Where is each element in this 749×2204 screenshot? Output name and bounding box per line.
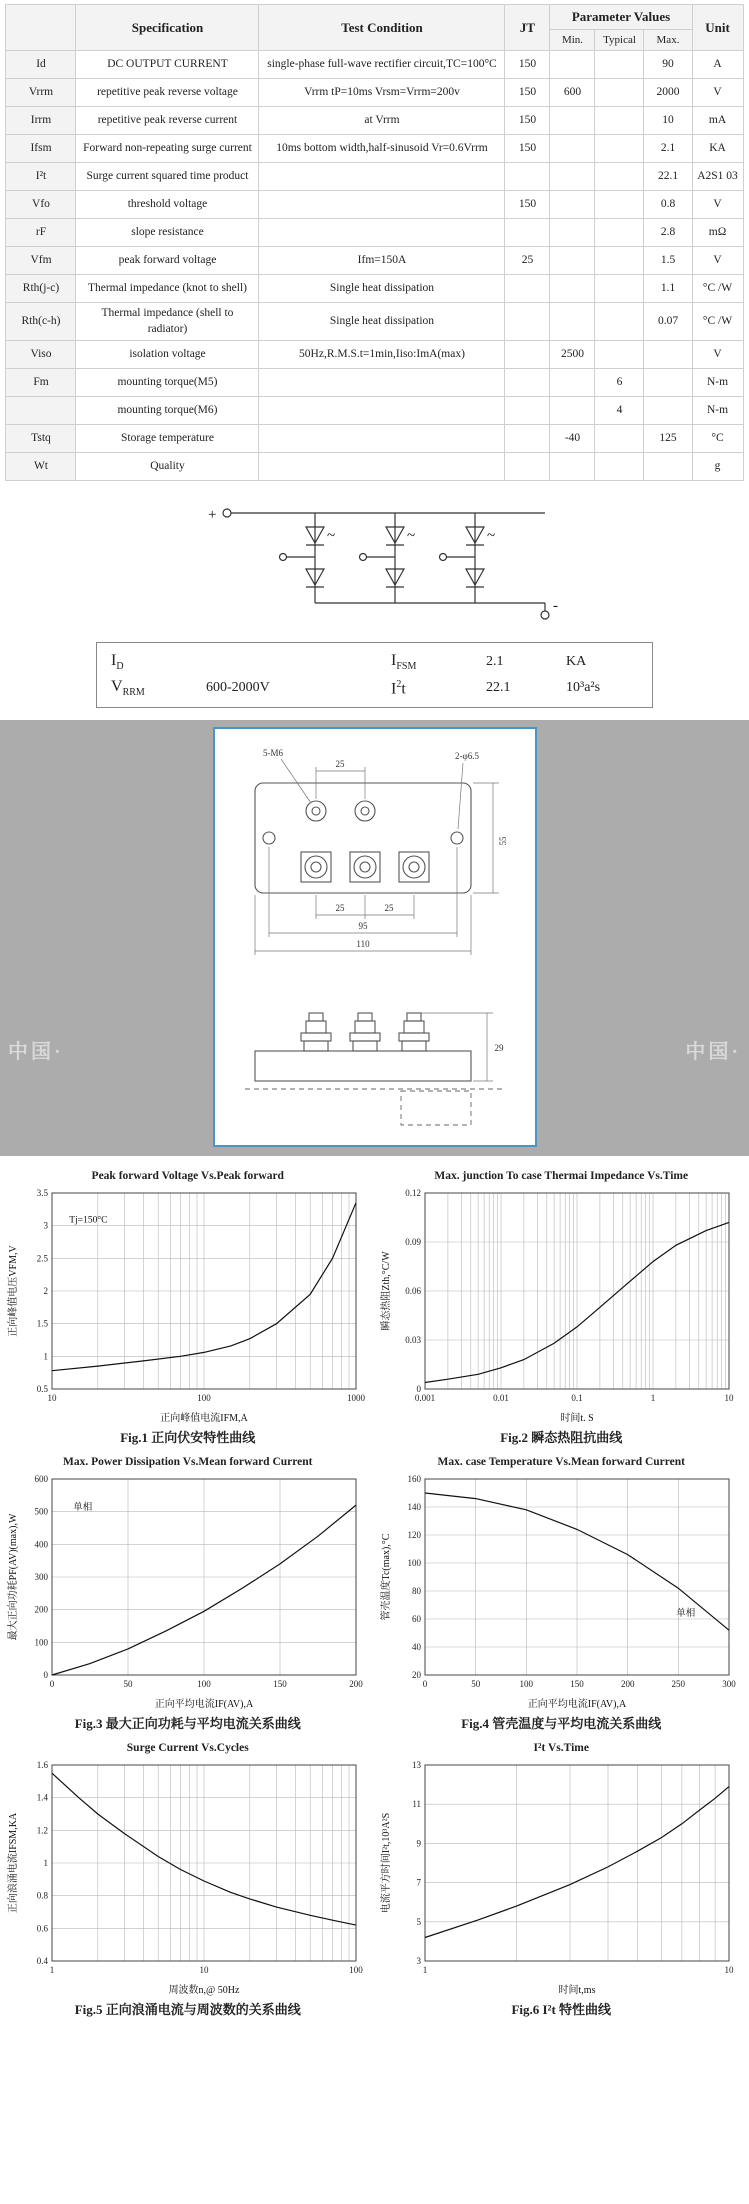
spec-cell-min <box>550 369 595 397</box>
svg-text:400: 400 <box>34 1539 48 1550</box>
spec-cell-max: 0.8 <box>644 191 692 219</box>
spec-cell-min <box>550 191 595 219</box>
spec-cell-spec: repetitive peak reverse voltage <box>76 79 259 107</box>
svg-text:0.6: 0.6 <box>36 1923 48 1934</box>
svg-text:2.5: 2.5 <box>36 1253 48 1264</box>
chart-caption: Fig.2 瞬态热阻抗曲线 <box>500 1430 623 1446</box>
spec-cell-jt <box>505 397 550 425</box>
spec-cell-min <box>550 219 595 247</box>
svg-text:1000: 1000 <box>346 1393 365 1404</box>
svg-text:时间t,ms: 时间t,ms <box>558 1985 596 1997</box>
spec-row <box>6 79 743 107</box>
spec-header-jt: JT <box>505 5 550 51</box>
svg-text:瞬态热阻Zth,°C/W: 瞬态热阻Zth,°C/W <box>381 1251 393 1332</box>
chart-fig3-plot <box>6 1469 370 1711</box>
dim-holes-label: 2-φ6.5 <box>454 751 479 762</box>
spec-cell-max: 2000 <box>644 79 692 107</box>
spec-cell-jt: 150 <box>505 51 550 79</box>
spec-cell-cond: Vrrm tP=10ms Vrsm=Vrrm=200v <box>259 79 505 107</box>
svg-text:3: 3 <box>43 1221 48 1232</box>
spec-cell-cond <box>259 163 505 191</box>
spec-cell-spec: Storage temperature <box>76 425 259 453</box>
summary-vrrm-value: 600-2000V <box>206 680 270 696</box>
svg-text:0.4: 0.4 <box>36 1956 48 1967</box>
spec-cell-sym: Wt <box>6 453 76 481</box>
svg-text:50: 50 <box>123 1679 133 1690</box>
spec-cell-cond: at Vrrm <box>259 107 505 135</box>
spec-cell-max: 125 <box>644 425 692 453</box>
svg-text:150: 150 <box>570 1679 584 1690</box>
spec-table <box>5 4 743 481</box>
spec-cell-unit: V <box>692 247 743 275</box>
svg-text:200: 200 <box>349 1679 363 1690</box>
spec-cell-spec: isolation voltage <box>76 341 259 369</box>
spec-cell-typ <box>595 51 644 79</box>
spec-cell-max: 1.1 <box>644 275 692 303</box>
svg-text:100: 100 <box>34 1637 48 1648</box>
outline-drawing-panel <box>213 727 537 1147</box>
chart-title: Peak forward Voltage Vs.Peak forward <box>91 1170 284 1183</box>
svg-text:1: 1 <box>43 1351 48 1362</box>
spec-cell-jt: 150 <box>505 79 550 107</box>
figure-5 <box>4 1742 372 2018</box>
chart-caption: Fig.6 I²t 特性曲线 <box>511 2002 612 2018</box>
spec-row <box>6 163 743 191</box>
spec-cell-min <box>550 51 595 79</box>
spec-cell-jt: 150 <box>505 135 550 163</box>
spec-cell-sym: Vfm <box>6 247 76 275</box>
spec-cell-spec: mounting torque(M6) <box>76 397 259 425</box>
svg-text:单相: 单相 <box>676 1609 696 1620</box>
spec-cell-unit: °C <box>692 425 743 453</box>
spec-row <box>6 191 743 219</box>
spec-cell-typ <box>595 219 644 247</box>
svg-text:0.1: 0.1 <box>571 1393 583 1404</box>
spec-cell-max: 0.07 <box>644 303 692 341</box>
spec-cell-unit: KA <box>692 135 743 163</box>
spec-cell-typ <box>595 247 644 275</box>
svg-text:160: 160 <box>407 1474 422 1485</box>
charts-grid <box>4 1170 745 2018</box>
spec-cell-max: 90 <box>644 51 692 79</box>
spec-cell-sym: Fm <box>6 369 76 397</box>
spec-cell-max: 2.1 <box>644 135 692 163</box>
dim-29-label: 29 <box>494 1043 503 1054</box>
spec-cell-spec: slope resistance <box>76 219 259 247</box>
spec-cell-jt <box>505 341 550 369</box>
dim-95-label: 95 <box>358 921 367 932</box>
spec-cell-spec: Quality <box>76 453 259 481</box>
svg-text:1.4: 1.4 <box>36 1793 48 1804</box>
svg-text:0.03: 0.03 <box>405 1335 422 1346</box>
spec-cell-max <box>644 453 692 481</box>
ac-symbol-2: ~ <box>406 528 415 545</box>
bridge-rectifier-schematic <box>65 495 685 627</box>
spec-cell-cond: Single heat dissipation <box>259 303 505 341</box>
spec-cell-sym: Rth(j-c) <box>6 275 76 303</box>
spec-cell-jt <box>505 303 550 341</box>
figure-3 <box>4 1456 372 1732</box>
spec-cell-cond <box>259 397 505 425</box>
spec-header-specification: Specification <box>76 5 259 51</box>
svg-text:3.5: 3.5 <box>36 1188 48 1199</box>
svg-text:200: 200 <box>621 1679 635 1690</box>
summary-id-label: $I_D$ <box>111 652 124 673</box>
figure-6 <box>378 1742 746 2018</box>
svg-text:电流平方时间I²t,10³A²S: 电流平方时间I²t,10³A²S <box>381 1813 393 1914</box>
ratings-summary-box <box>96 642 653 708</box>
spec-cell-min: 600 <box>550 79 595 107</box>
spec-cell-unit: A2S1 03 <box>692 163 743 191</box>
svg-text:10: 10 <box>47 1393 57 1404</box>
spec-cell-sym: Ifsm <box>6 135 76 163</box>
summary-row-1 <box>111 649 638 675</box>
spec-header-max: Max. <box>644 29 692 51</box>
svg-text:60: 60 <box>412 1614 422 1625</box>
spec-cell-typ: 4 <box>595 397 644 425</box>
spec-cell-sym: Vrrm <box>6 79 76 107</box>
spec-row <box>6 303 743 341</box>
chart-caption: Fig.1 正向伏安特性曲线 <box>120 1430 256 1446</box>
spec-cell-jt <box>505 275 550 303</box>
svg-text:0.06: 0.06 <box>405 1286 422 1297</box>
spec-row <box>6 219 743 247</box>
chart-caption: Fig.3 最大正向功耗与平均电流关系曲线 <box>74 1716 301 1732</box>
dim-5m6-label: 5-M6 <box>262 748 283 759</box>
spec-cell-sym <box>6 397 76 425</box>
spec-cell-typ <box>595 275 644 303</box>
minus-terminal-label: - <box>552 598 558 615</box>
spec-cell-min <box>550 275 595 303</box>
spec-cell-min <box>550 247 595 275</box>
chart-title: I²t Vs.Time <box>533 1742 589 1755</box>
svg-text:200: 200 <box>34 1605 48 1616</box>
svg-text:0.5: 0.5 <box>36 1384 48 1395</box>
spec-cell-min: -40 <box>550 425 595 453</box>
svg-text:100: 100 <box>407 1558 422 1569</box>
dim-55-label: 55 <box>497 836 508 846</box>
spec-cell-typ <box>595 191 644 219</box>
spec-cell-typ <box>595 303 644 341</box>
watermark-text: 中国· <box>685 1041 741 1064</box>
spec-cell-cond: 10ms bottom width,half-sinusoid Vr=0.6Vrrm <box>259 135 505 163</box>
svg-text:1.2: 1.2 <box>36 1825 48 1836</box>
svg-text:最大正向功耗PF(AV)(max),W: 最大正向功耗PF(AV)(max),W <box>7 1514 19 1641</box>
svg-text:0: 0 <box>43 1670 48 1681</box>
spec-cell-cond <box>259 191 505 219</box>
spec-cell-unit: V <box>692 79 743 107</box>
spec-cell-cond <box>259 369 505 397</box>
summary-ifsm-label: $I_{FSM}$ <box>391 652 417 673</box>
spec-cell-spec: Thermal impedance (knot to shell) <box>76 275 259 303</box>
summary-i2t-unit: 10³a²s <box>566 680 601 696</box>
spec-cell-unit: °C /W <box>692 275 743 303</box>
svg-text:150: 150 <box>273 1679 287 1690</box>
svg-text:10: 10 <box>199 1965 209 1976</box>
spec-cell-max: 10 <box>644 107 692 135</box>
svg-text:0: 0 <box>416 1384 422 1395</box>
svg-text:1: 1 <box>43 1858 48 1869</box>
svg-text:100: 100 <box>349 1965 363 1976</box>
spec-cell-typ: 6 <box>595 369 644 397</box>
spec-cell-cond: Single heat dissipation <box>259 275 505 303</box>
spec-cell-sym: Viso <box>6 341 76 369</box>
svg-text:13: 13 <box>412 1760 422 1771</box>
chart-caption: Fig.4 管壳温度与平均电流关系曲线 <box>461 1716 662 1732</box>
svg-text:Tj=150°C: Tj=150°C <box>69 1215 108 1226</box>
spec-cell-cond: Ifm=150A <box>259 247 505 275</box>
spec-cell-unit: N-m <box>692 397 743 425</box>
spec-cell-min <box>550 163 595 191</box>
spec-cell-sym: I²t <box>6 163 76 191</box>
svg-text:正向峰值电流IFM,A: 正向峰值电流IFM,A <box>159 1413 248 1425</box>
chart-fig5-plot <box>6 1755 370 1997</box>
chart-title: Max. Power Dissipation Vs.Mean forward Current <box>63 1456 313 1469</box>
spec-cell-sym: Id <box>6 51 76 79</box>
spec-cell-min <box>550 397 595 425</box>
svg-text:600: 600 <box>34 1474 48 1485</box>
svg-text:0: 0 <box>423 1679 428 1690</box>
plus-terminal-label: + <box>207 507 216 524</box>
svg-text:5: 5 <box>416 1917 422 1928</box>
spec-cell-typ <box>595 135 644 163</box>
spec-cell-spec: DC OUTPUT CURRENT <box>76 51 259 79</box>
svg-text:20: 20 <box>412 1670 422 1681</box>
dim-25-top-label: 25 <box>335 759 344 770</box>
summary-ifsm-unit: KA <box>566 654 587 670</box>
spec-cell-cond: single-phase full-wave rectifier circuit,TC=100°C <box>259 51 505 79</box>
spec-cell-sym: Irrm <box>6 107 76 135</box>
spec-cell-spec: Surge current squared time product <box>76 163 259 191</box>
spec-cell-max: 22.1 <box>644 163 692 191</box>
chart-fig6-plot <box>379 1755 743 1997</box>
spec-row <box>6 341 743 369</box>
spec-cell-cond: 50Hz,R.M.S.t=1min,Iiso:ImA(max) <box>259 341 505 369</box>
svg-text:300: 300 <box>722 1679 736 1690</box>
spec-cell-jt: 25 <box>505 247 550 275</box>
spec-cell-jt: 150 <box>505 191 550 219</box>
spec-header-min: Min. <box>550 29 595 51</box>
spec-row <box>6 247 743 275</box>
svg-text:周波数n,@ 50Hz: 周波数n,@ 50Hz <box>168 1985 240 1997</box>
svg-text:140: 140 <box>407 1502 422 1513</box>
svg-text:500: 500 <box>34 1507 48 1518</box>
spec-row <box>6 397 743 425</box>
svg-text:2: 2 <box>43 1286 48 1297</box>
spec-cell-max <box>644 397 692 425</box>
spec-cell-unit: °C /W <box>692 303 743 341</box>
spec-cell-spec: Thermal impedance (shell to radiator) <box>76 303 259 341</box>
ac-symbol-3: ~ <box>486 528 495 545</box>
spec-table-body <box>6 51 743 481</box>
svg-text:100: 100 <box>197 1679 211 1690</box>
spec-cell-spec: repetitive peak reverse current <box>76 107 259 135</box>
chart-title: Max. case Temperature Vs.Mean forward Current <box>437 1456 686 1469</box>
chart-title: Surge Current Vs.Cycles <box>126 1742 249 1755</box>
spec-cell-unit: V <box>692 191 743 219</box>
summary-i2t-label: $I^2t$ <box>391 678 406 698</box>
spec-cell-typ <box>595 425 644 453</box>
spec-row <box>6 275 743 303</box>
spec-cell-unit: g <box>692 453 743 481</box>
spec-cell-max: 2.8 <box>644 219 692 247</box>
summary-ifsm-value: 2.1 <box>486 654 504 670</box>
dim-110-label: 110 <box>355 939 370 950</box>
svg-text:0.01: 0.01 <box>493 1393 510 1404</box>
spec-cell-cond <box>259 219 505 247</box>
svg-text:时间t. S: 时间t. S <box>560 1413 594 1425</box>
svg-text:正向浪涌电流IFSM,KA: 正向浪涌电流IFSM,KA <box>7 1813 19 1914</box>
svg-text:0: 0 <box>49 1679 54 1690</box>
svg-text:管壳温度Tc(max),°C: 管壳温度Tc(max),°C <box>381 1533 393 1621</box>
svg-text:0.12: 0.12 <box>405 1188 422 1199</box>
svg-text:7: 7 <box>416 1878 422 1889</box>
spec-cell-unit: V <box>692 341 743 369</box>
svg-text:1: 1 <box>49 1965 54 1976</box>
spec-cell-typ <box>595 79 644 107</box>
summary-vrrm-label: $V_{RRM}$ <box>111 678 145 699</box>
spec-cell-sym: Rth(c-h) <box>6 303 76 341</box>
svg-text:100: 100 <box>197 1393 211 1404</box>
spec-cell-spec: threshold voltage <box>76 191 259 219</box>
svg-text:1.5: 1.5 <box>36 1319 48 1330</box>
watermark-text: 中国· <box>8 1041 64 1064</box>
svg-text:正向峰值电压VFM,V: 正向峰值电压VFM,V <box>7 1245 19 1338</box>
spec-cell-jt <box>505 219 550 247</box>
spec-row <box>6 107 743 135</box>
dim-25b-label: 25 <box>384 903 393 914</box>
svg-text:100: 100 <box>519 1679 534 1690</box>
spec-cell-typ <box>595 453 644 481</box>
svg-text:3: 3 <box>416 1956 422 1967</box>
spec-cell-jt <box>505 425 550 453</box>
spec-row <box>6 51 743 79</box>
figure-1 <box>4 1170 372 1446</box>
svg-text:50: 50 <box>471 1679 481 1690</box>
spec-row <box>6 369 743 397</box>
spec-cell-spec: mounting torque(M5) <box>76 369 259 397</box>
ac-symbol-1: ~ <box>326 528 335 545</box>
spec-cell-min: 2500 <box>550 341 595 369</box>
spec-header-test-condition: Test Condition <box>259 5 505 51</box>
svg-text:80: 80 <box>412 1586 422 1597</box>
figure-2 <box>378 1170 746 1446</box>
spec-cell-typ <box>595 341 644 369</box>
spec-cell-jt: 150 <box>505 107 550 135</box>
spec-cell-sym: rF <box>6 219 76 247</box>
spec-cell-max: 1.5 <box>644 247 692 275</box>
spec-cell-min <box>550 453 595 481</box>
svg-text:1: 1 <box>423 1965 428 1976</box>
spec-cell-max <box>644 369 692 397</box>
svg-text:正向平均电流IF(AV),A: 正向平均电流IF(AV),A <box>154 1699 253 1711</box>
chart-caption: Fig.5 正向浪涌电流与周波数的关系曲线 <box>74 2002 301 2018</box>
package-outline-drawing <box>215 729 535 1143</box>
spec-cell-typ <box>595 163 644 191</box>
svg-text:正向平均电流IF(AV),A: 正向平均电流IF(AV),A <box>528 1699 627 1711</box>
summary-row-2 <box>111 675 638 701</box>
spec-cell-jt <box>505 453 550 481</box>
spec-header-symbol <box>6 5 76 51</box>
spec-row <box>6 453 743 481</box>
spec-cell-jt <box>505 163 550 191</box>
spec-cell-unit: mΩ <box>692 219 743 247</box>
svg-text:10: 10 <box>724 1393 734 1404</box>
svg-text:120: 120 <box>407 1530 422 1541</box>
svg-text:9: 9 <box>416 1838 422 1849</box>
chart-title: Max. junction To case Thermai Impedance Vs.Time <box>434 1170 689 1183</box>
spec-cell-cond <box>259 453 505 481</box>
spec-header-parameter-values: Parameter Values <box>550 5 692 30</box>
spec-cell-unit: N-m <box>692 369 743 397</box>
spec-cell-typ <box>595 107 644 135</box>
svg-text:0.001: 0.001 <box>415 1393 436 1404</box>
spec-cell-unit: A <box>692 51 743 79</box>
chart-fig2-plot <box>379 1183 743 1425</box>
svg-text:0.09: 0.09 <box>405 1237 422 1248</box>
spec-cell-cond <box>259 425 505 453</box>
spec-cell-min <box>550 303 595 341</box>
spec-cell-min <box>550 107 595 135</box>
svg-text:单相: 单相 <box>73 1503 93 1514</box>
spec-cell-max <box>644 341 692 369</box>
spec-cell-sym: Vfo <box>6 191 76 219</box>
spec-header-unit: Unit <box>692 5 743 51</box>
spec-header-typical: Typical <box>595 29 644 51</box>
svg-text:1: 1 <box>651 1393 656 1404</box>
svg-text:40: 40 <box>412 1642 422 1653</box>
svg-text:10: 10 <box>724 1965 734 1976</box>
spec-row <box>6 425 743 453</box>
figure-4 <box>378 1456 746 1732</box>
spec-cell-spec: Forward non-repeating surge current <box>76 135 259 163</box>
spec-cell-unit: mA <box>692 107 743 135</box>
svg-text:0.8: 0.8 <box>36 1891 48 1902</box>
spec-cell-sym: Tstq <box>6 425 76 453</box>
summary-i2t-value: 22.1 <box>486 680 511 696</box>
svg-text:250: 250 <box>671 1679 686 1690</box>
chart-fig1-plot <box>6 1183 370 1425</box>
spec-cell-spec: peak forward voltage <box>76 247 259 275</box>
mechanical-drawing-section <box>0 720 749 1156</box>
svg-text:300: 300 <box>34 1572 48 1583</box>
svg-text:11: 11 <box>412 1799 422 1810</box>
circuit-diagram-section <box>0 495 749 632</box>
spec-row <box>6 135 743 163</box>
dim-25a-label: 25 <box>335 903 344 914</box>
spec-cell-jt <box>505 369 550 397</box>
spec-cell-min <box>550 135 595 163</box>
svg-text:1.6: 1.6 <box>36 1760 48 1771</box>
chart-fig4-plot <box>379 1469 743 1711</box>
